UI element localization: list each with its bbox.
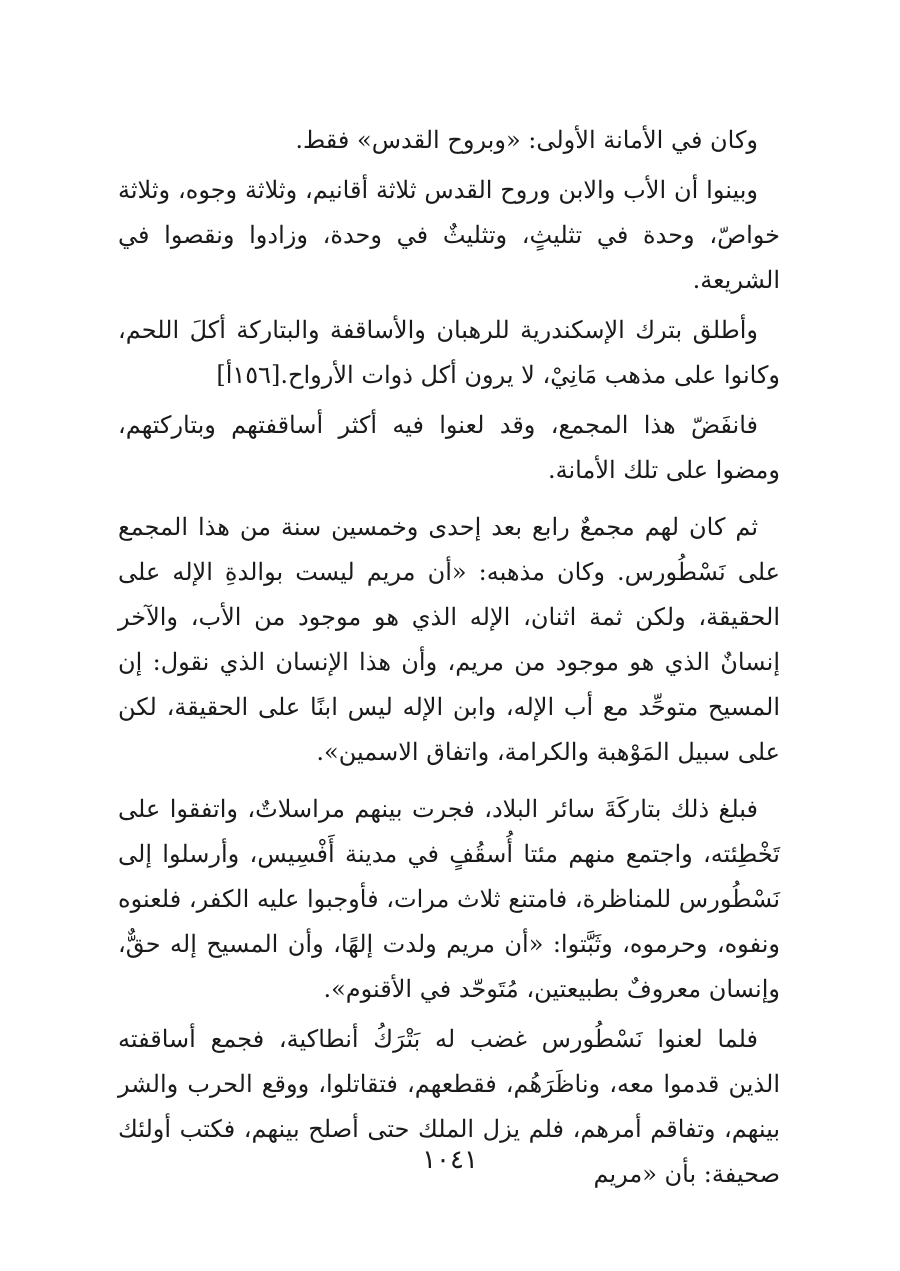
paragraph-6: فبلغ ذلك بتاركَةَ سائر البلاد، فجرت بينهم مراسلاتٌ، واتفقوا على تَخْطِئته، واجتمع منهم مئتا أُسقُفٍ في مدينة أَفْسِيس، وأرسلوا إلى نَسْطُورس للمناظرة، فامتنع ثلاث مرات، فأوجبوا عليه الكفر، فلعنوه ونفوه، وحرموه، وثَبَّتوا: «أن مريم ولدت إلهًا، وأن المسيح إله حقٌّ، وإنسان معروفٌ بطبيعتين، مُتَوحّد في الأقنوم». [118,795,780,1003]
page-number: ١٠٤١ [422,1145,478,1175]
paragraph-4: فانفَضّ هذا المجمع، وقد لعنوا فيه أكثر أساقفتهم وبتاركتهم، ومضوا على تلك الأمانة. [118,411,780,484]
paragraph-5: ثم كان لهم مجمعٌ رابع بعد إحدى وخمسين سنة من هذا المجمع على نَسْطُورس. وكان مذهبه: «أن مريم ليست بوالدةِ الإله على الحقيقة، ولكن ثمة اثنان، الإله الذي هو موجود من الأب، والآخر إنسانٌ الذي هو موجود من مريم، وأن هذا الإنسان الذي نقول: إن المسيح متوحِّد مع أب الإله، وابن الإله ليس ابنًا على الحقيقة، لكن على سبيل المَوْهبة والكرامة، واتفاق الاسمين». [118,513,781,766]
page-body [118,118,780,1202]
paragraph-3: وأطلق بترك الإسكندرية للرهبان والأساقفة والبتاركة أكلَ اللحم، وكانوا على مذهب مَانِيْ، لا يرون أكل ذوات الأرواح.[١٥٦أ] [118,316,780,389]
paragraph-1: وكان في الأمانة الأولى: «وبروح القدس» فقط. [295,126,758,154]
paragraph-7: فلما لعنوا نَسْطُورس غضب له بَتْرَكُ أنطاكية، فجمع أساقفته الذين قدموا معه، وناظَرَهُم، فقطعهم، فتقاتلوا، ووقع الحرب والشر بينهم، وتفاقم أمرهم، فلم يزل الملك حتى أصلح بينهم، فكتب أولئك صحيفة: بأن «مريم [118,1025,780,1188]
paragraph-2: وبينوا أن الأب والابن وروح القدس ثلاثة أقانيم، وثلاثة وجوه، وثلاثة خواصّ، وحدة في تثليثٍ، وتثليثٌ في وحدة، وزادوا ونقصوا في الشريعة. [118,176,780,294]
